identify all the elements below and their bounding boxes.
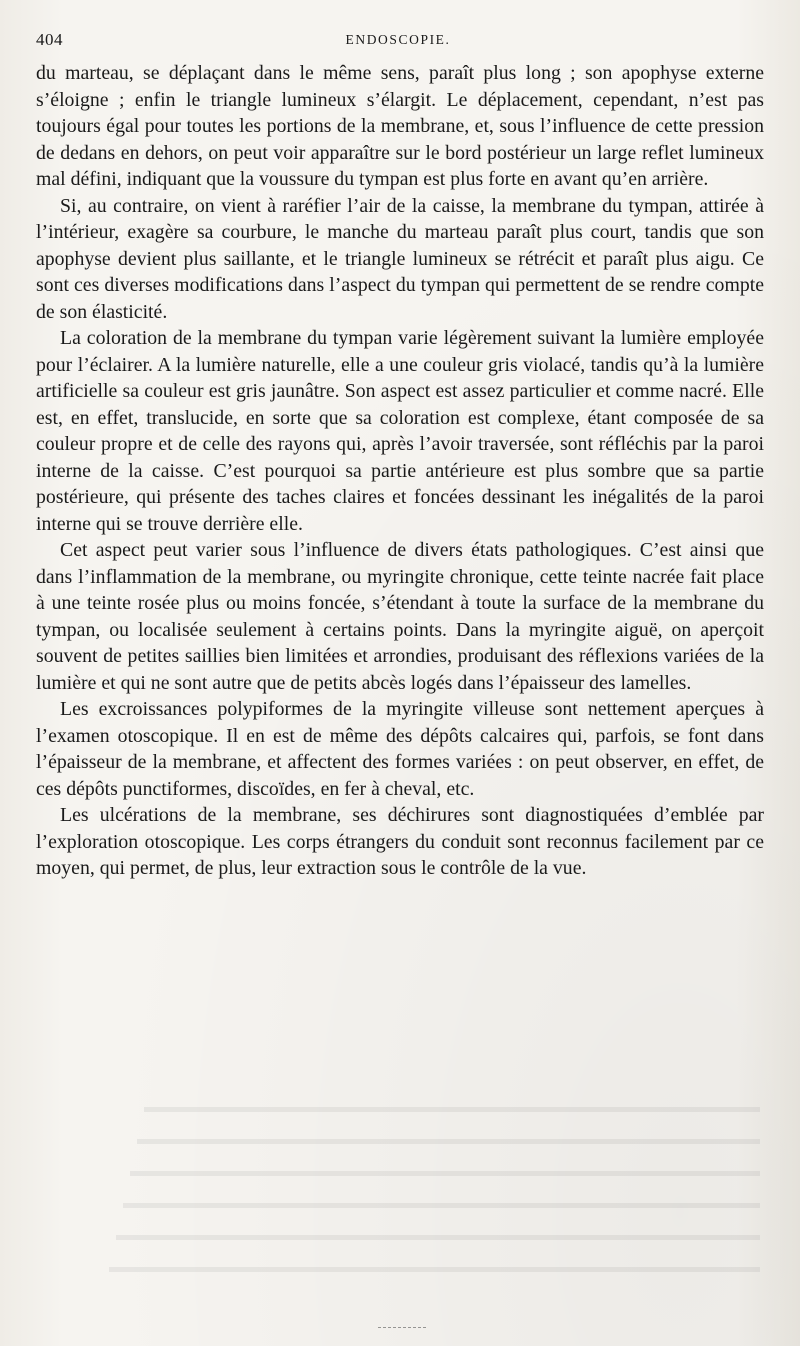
page-header <box>36 30 760 54</box>
bleed-through-texture <box>60 1098 760 1288</box>
page-number: 404 <box>36 30 63 49</box>
paragraph-5: Les excroissances polypiformes de la myringite villeuse sont nettement aperçues à l’examen otoscopique. Il en est de même des dépôts calcaires qui, parfois, se font dans l’épaisseur de la membrane, et affectent des formes variées : on peut observer, en effet, de ces dépôts punctiformes, discoïdes, en fer à cheval, etc. <box>36 698 764 800</box>
paragraph-3: La coloration de la membrane du tympan varie légèrement suivant la lumière employée pour l’éclairer. A la lumière naturelle, elle a une couleur gris violacé, tandis qu’à la lumière artificielle sa couleur est gris jaunâtre. Son aspect est assez particulier et comme nacré. Elle est, en effet, translucide, en sorte que sa coloration est complexe, étant composée de sa couleur propre et de celle des rayons qui, après l’avoir traversée, sont réfléchis par la paroi interne de la caisse. C’est pourquoi sa partie antérieure est plus sombre que sa partie postérieure, qui présente des taches claires et foncées dessinant les inégalités de la paroi interne qui se trouve derrière elle. <box>36 327 764 535</box>
running-title: ENDOSCOPIE. <box>345 32 451 47</box>
paragraph-1: du marteau, se déplaçant dans le même sens, paraît plus long ; son apophyse externe s’éloigne ; enfin le triangle lumineux s’élargit. Le déplacement, cependant, n’est pas toujours égal pour toutes les portions de la membrane, et, sous l’influence de cette pression de dedans en dehors, on peut voir apparaître sur le bord postérieur un large reflet lumineux mal défini, indiquant que la voussure du tympan est plus forte en avant qu’en arrière. <box>36 62 764 190</box>
footer-mark <box>378 1327 426 1330</box>
paragraph-6: Les ulcérations de la membrane, ses déchirures sont diagnostiquées d’emblée par l’exploration otoscopique. Les corps étrangers du conduit sont reconnus facilement par ce moyen, qui permet, de plus, leur extraction sous le contrôle de la vue. <box>36 804 764 879</box>
body-text <box>36 60 764 882</box>
paragraph-4: Cet aspect peut varier sous l’influence de divers états pathologiques. C’est ainsi que dans l’inflammation de la membrane, ou myringite chronique, cette teinte nacrée fait place à une teinte rosée plus ou moins foncée, s’étendant à toute la surface de la membrane du tympan, ou localisée seulement à certains points. Dans la myringite aiguë, on aperçoit souvent de petites saillies bien limitées et arrondies, produisant des réflexions variées de la lumière et qui ne sont autre que de petits abcès logés dans l’épaisseur des lamelles. <box>36 539 764 694</box>
paragraph-2: Si, au contraire, on vient à raréfier l’air de la caisse, la membrane du tympan, attirée à l’intérieur, exagère sa courbure, le manche du marteau paraît plus court, tandis que son apophyse devient plus saillante, et le triangle lumineux se rétrécit et paraît plus aigu. Ce sont ces diverses modifications dans l’aspect du tympan qui permettent de se rendre compte de son élasticité. <box>36 194 764 323</box>
